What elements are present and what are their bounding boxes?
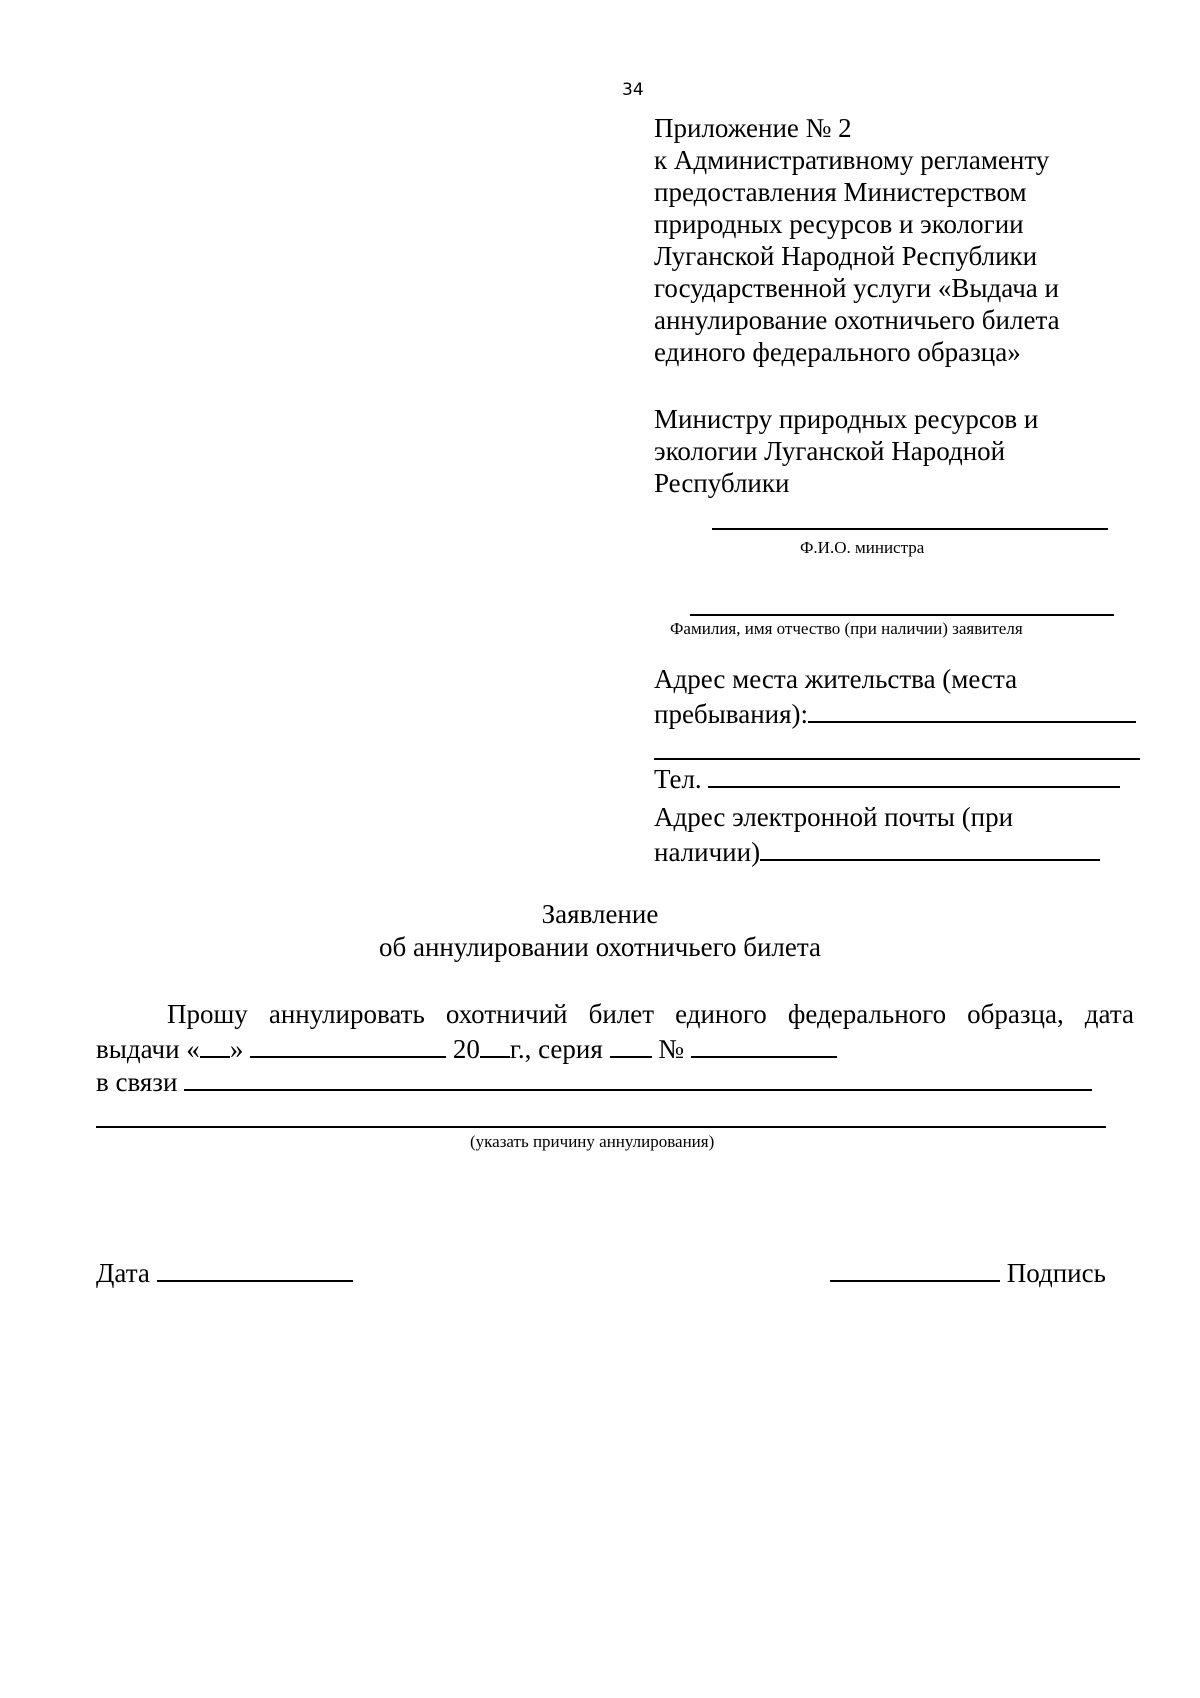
minister-name-caption: Ф.И.О. министра (800, 538, 925, 557)
request-line1 (167, 999, 1134, 1030)
email-field[interactable] (760, 835, 1100, 861)
addressee-block (654, 403, 1154, 499)
statement-subtitle: об аннулировании охотничьего билета (378, 932, 821, 962)
request-word: охотничий (445, 999, 568, 1029)
minister-name-field[interactable] (712, 528, 1108, 530)
request-word: аннулировать (268, 999, 425, 1029)
email-label-text: наличии) (654, 837, 761, 867)
appendix-line: государственной услуги «Выдача и (654, 273, 1059, 303)
series-field[interactable] (610, 1032, 652, 1058)
appendix-line: Луганской Народной Республики (654, 241, 1038, 271)
request-word: дата (1084, 999, 1134, 1029)
issue-date-close: » (229, 1034, 244, 1064)
page-number: 34 (622, 80, 644, 100)
request-line2 (96, 1032, 837, 1065)
appendix-line: к Административному регламенту (654, 145, 1050, 175)
email-label-line2 (654, 835, 1100, 868)
number-sign: № (658, 1034, 685, 1064)
reason-field-continuation[interactable] (96, 1126, 1106, 1128)
phone-field[interactable] (708, 762, 1120, 788)
signature-row (830, 1256, 1106, 1289)
address-label-text: пребывания): (654, 699, 808, 729)
request-word: билет (588, 999, 655, 1029)
reason-field[interactable] (184, 1065, 1092, 1091)
issue-day-field[interactable] (200, 1032, 230, 1058)
request-word: федерального (787, 999, 947, 1029)
addressee-line: Республики (654, 468, 790, 498)
phone-row (654, 762, 1120, 795)
signature-field[interactable] (830, 1256, 1000, 1282)
appendix-line: природных ресурсов и экологии (654, 209, 1024, 239)
appendix-line: единого федерального образца» (654, 337, 1021, 367)
email-label-line1: Адрес электронной почты (при (654, 802, 1014, 832)
request-line3 (96, 1065, 1092, 1098)
issue-year-field[interactable] (480, 1032, 510, 1058)
appendix-block (654, 112, 1154, 368)
appendix-line: Приложение № 2 (654, 113, 852, 143)
year-prefix: 20 (452, 1034, 480, 1064)
ticket-number-field[interactable] (691, 1032, 837, 1058)
address-label-line1: Адрес места жительства (места (654, 664, 1018, 694)
issue-month-field[interactable] (250, 1032, 446, 1058)
request-word: Прошу (167, 999, 248, 1029)
addressee-line: экологии Луганской Народной (654, 436, 1006, 466)
date-row (96, 1256, 353, 1289)
date-label: Дата (96, 1258, 150, 1288)
request-word: образца, (967, 999, 1064, 1029)
issue-date-prefix: выдачи « (96, 1034, 200, 1064)
address-field-continuation[interactable] (654, 758, 1140, 760)
request-word: единого (675, 999, 767, 1029)
appendix-line: аннулирование охотничьего билета (654, 305, 1060, 335)
address-field[interactable] (808, 697, 1136, 723)
applicant-name-field[interactable] (690, 614, 1114, 616)
in-connection-label: в связи (96, 1067, 178, 1097)
signature-label: Подпись (1006, 1258, 1106, 1288)
statement-title: Заявление (541, 899, 659, 929)
reason-caption: (указать причину аннулирования) (470, 1132, 715, 1151)
phone-label: Тел. (654, 764, 702, 794)
appendix-line: предоставления Министерством (654, 177, 1027, 207)
address-label-line2 (654, 697, 1136, 730)
applicant-name-caption: Фамилия, имя отчество (при наличии) заявителя (670, 619, 1023, 638)
year-suffix: г., серия (509, 1034, 603, 1064)
date-field[interactable] (157, 1256, 353, 1282)
addressee-line: Министру природных ресурсов и (654, 404, 1039, 434)
